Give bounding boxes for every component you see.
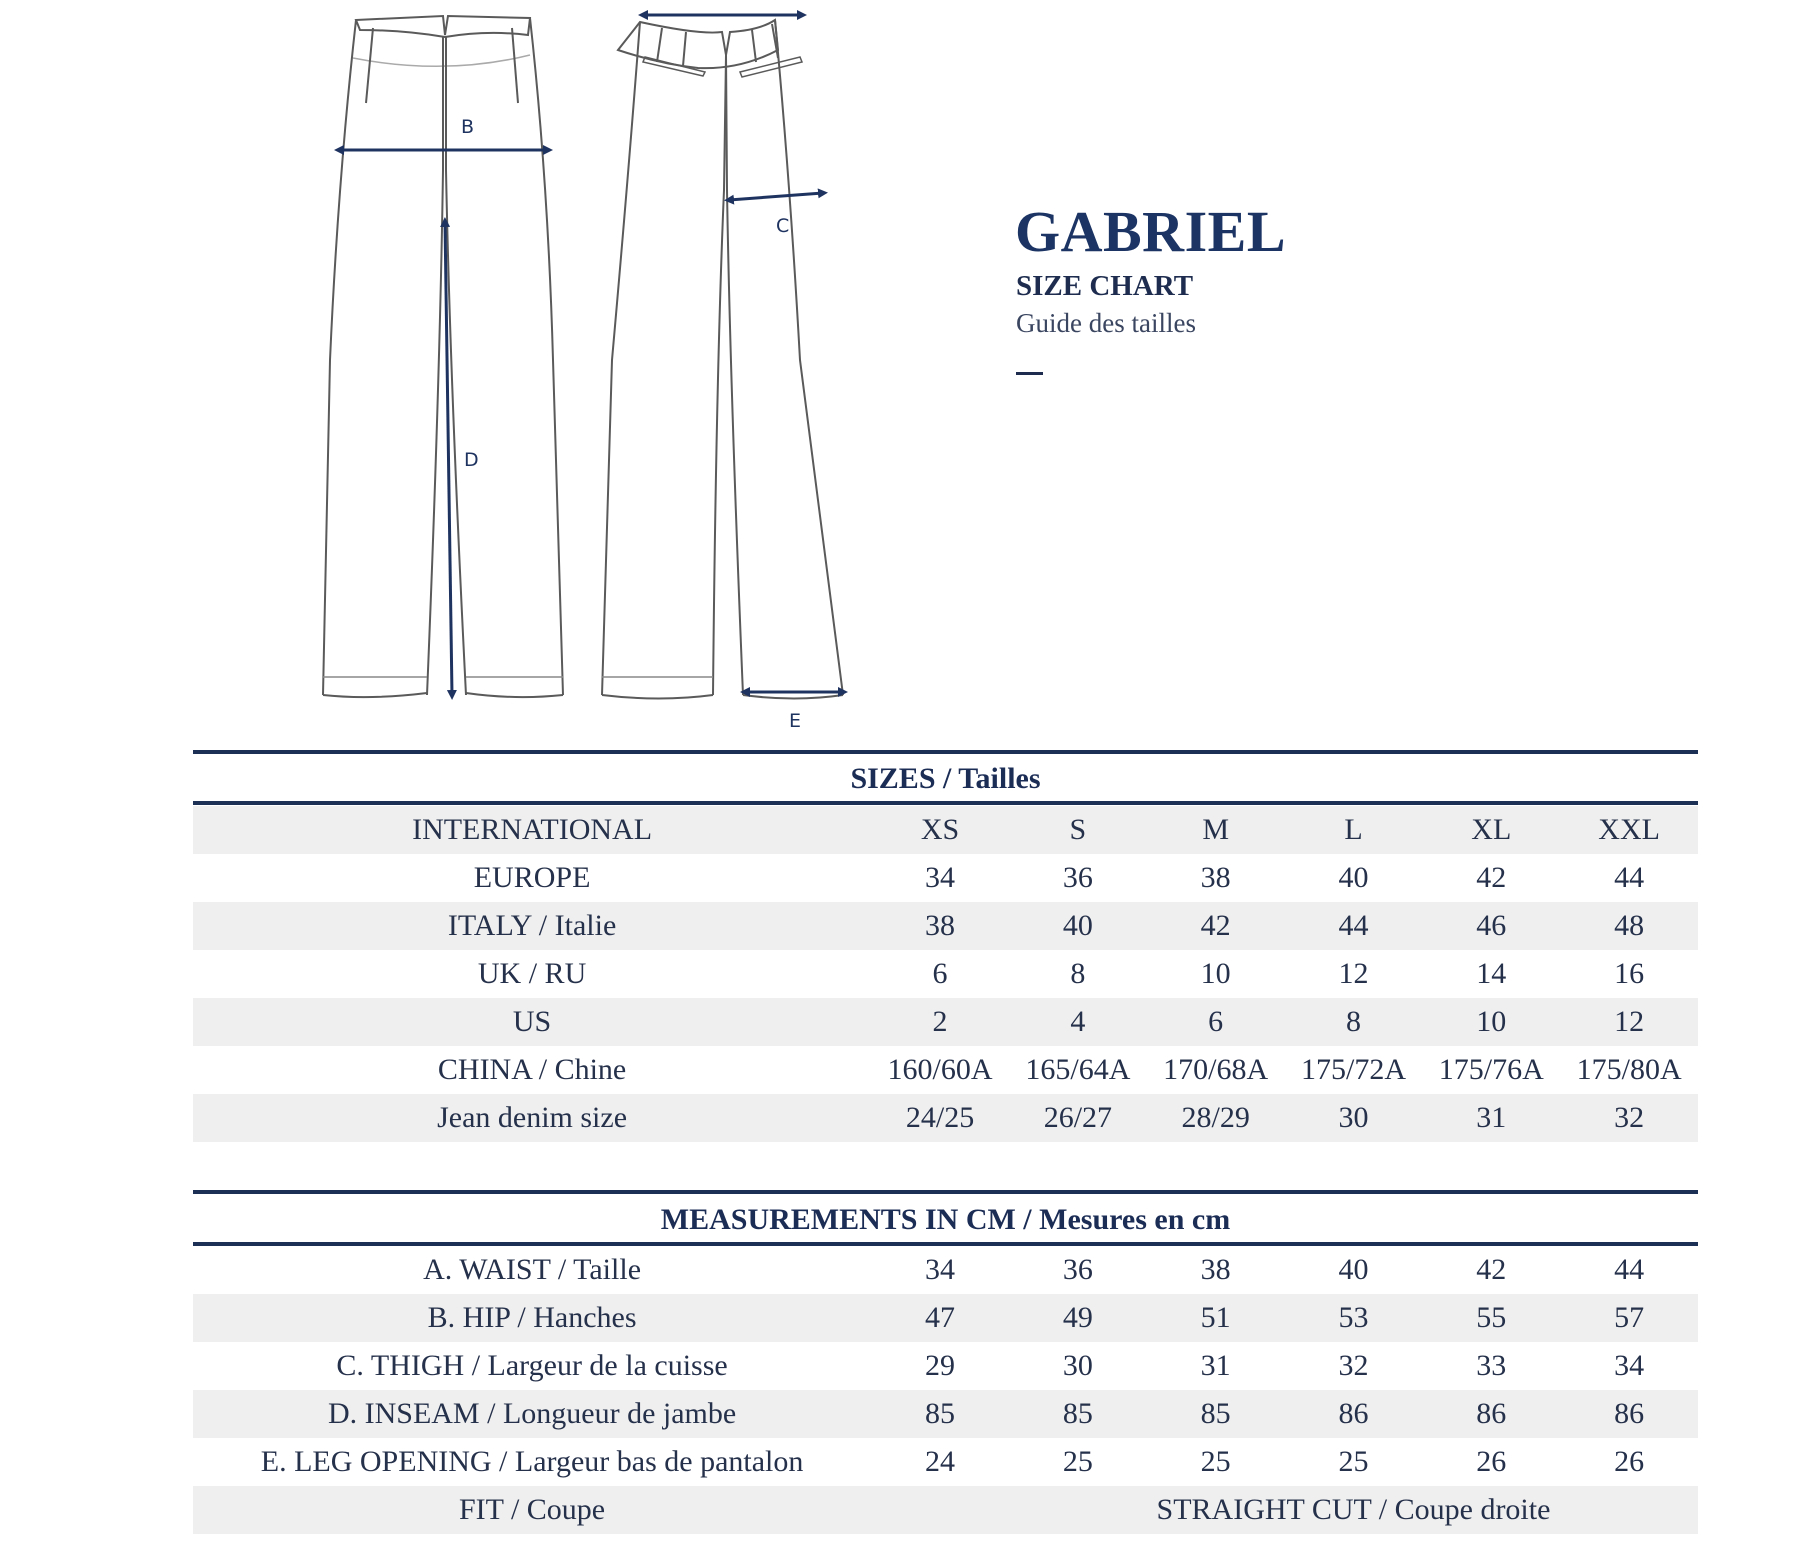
table-row: [193, 1438, 1698, 1486]
cell: 85: [1062, 1397, 1093, 1430]
cell: 49: [1062, 1301, 1093, 1334]
cell: 28/29: [1181, 1101, 1250, 1134]
cell: 44: [1614, 861, 1645, 894]
cell: 40: [1062, 909, 1093, 942]
cell: 175/76A: [1438, 1053, 1544, 1086]
cell: 10: [1200, 957, 1231, 990]
sizes-table-title: SIZES / Tailles: [850, 762, 1041, 795]
cell: 34: [925, 1253, 956, 1286]
row-label: EUROPE: [473, 861, 591, 894]
cell: 38: [1200, 861, 1231, 894]
row-label: UK / RU: [477, 957, 587, 990]
cell: 24/25: [905, 1101, 975, 1134]
table-top-rule: [193, 1190, 1698, 1194]
row-label: B. HIP / Hanches: [427, 1301, 637, 1334]
cell: 30: [1062, 1349, 1093, 1382]
cell: 31: [1476, 1101, 1507, 1134]
cell: 6: [1208, 1005, 1224, 1038]
cell: 86: [1476, 1397, 1507, 1430]
row-label: Jean denim size: [437, 1101, 628, 1134]
fit-value: STRAIGHT CUT / Coupe droite: [1156, 1493, 1551, 1526]
cell: 175/72A: [1300, 1053, 1406, 1086]
cell: 26: [1614, 1445, 1645, 1478]
cell: 34: [1614, 1349, 1645, 1382]
label-d: D: [464, 449, 479, 471]
title-dash-divider: [1016, 372, 1043, 375]
label-b: B: [461, 116, 475, 138]
cell: 36: [1062, 861, 1093, 894]
cell: 42: [1476, 861, 1507, 894]
cell: 25: [1062, 1445, 1093, 1478]
product-title: GABRIEL: [1015, 199, 1287, 264]
front-pants-outline: [323, 16, 563, 697]
header-l: L: [1344, 813, 1363, 846]
table-row: [193, 854, 1698, 902]
table-row: [193, 902, 1698, 950]
row-label: E. LEG OPENING / Largeur bas de pantalon: [260, 1445, 804, 1478]
cell: 31: [1200, 1349, 1231, 1382]
cell: 24: [925, 1445, 956, 1478]
cell: 86: [1614, 1397, 1645, 1430]
cell: 30: [1338, 1101, 1369, 1134]
row-label: ITALY / Italie: [447, 909, 617, 942]
cell: 40: [1338, 1253, 1369, 1286]
cell: 51: [1200, 1301, 1231, 1334]
size-chart-heading-fr: Guide des tailles: [1016, 308, 1196, 338]
measurements-table: [193, 1190, 1698, 1535]
cell: 34: [925, 861, 956, 894]
label-c: C: [776, 215, 790, 237]
table-header-rule: [193, 801, 1698, 805]
cell: 2: [932, 1005, 948, 1038]
row-label: A. WAIST / Taille: [423, 1253, 642, 1286]
fit-label: FIT / Coupe: [459, 1493, 606, 1526]
cell: 44: [1338, 909, 1369, 942]
header-m: M: [1202, 813, 1230, 846]
cell: 6: [932, 957, 948, 990]
cell: 36: [1062, 1253, 1093, 1286]
cell: 55: [1476, 1301, 1507, 1334]
cell: 48: [1614, 909, 1645, 942]
pants-technical-drawing: [0, 0, 900, 740]
cell: 85: [925, 1397, 956, 1430]
row-label: US: [512, 1005, 552, 1038]
cell: 26/27: [1043, 1101, 1113, 1134]
table-row: [193, 1094, 1698, 1142]
cell: 16: [1614, 957, 1645, 990]
cell: 57: [1614, 1301, 1645, 1334]
row-label: D. INSEAM / Longueur de jambe: [327, 1397, 737, 1430]
cell: 38: [925, 909, 956, 942]
cell: 25: [1200, 1445, 1231, 1478]
cell: 46: [1476, 909, 1507, 942]
table-row: [193, 1342, 1698, 1390]
cell: 42: [1200, 909, 1231, 942]
table-row: [193, 950, 1698, 998]
cell: 4: [1070, 1005, 1086, 1038]
cell: 12: [1614, 1005, 1645, 1038]
cell: 26: [1476, 1445, 1507, 1478]
table-row: [193, 1294, 1698, 1342]
cell: 8: [1345, 1005, 1361, 1038]
table-row: [193, 998, 1698, 1046]
cell: 44: [1614, 1253, 1645, 1286]
cell: 32: [1614, 1101, 1645, 1134]
cell: 12: [1338, 957, 1369, 990]
cell: 175/80A: [1576, 1053, 1682, 1086]
cell: 10: [1476, 1005, 1507, 1038]
cell: 33: [1476, 1349, 1507, 1382]
header-xs: XS: [920, 813, 960, 846]
back-pants-outline: [602, 20, 843, 699]
measurements-table-title: MEASUREMENTS IN CM / Mesures en cm: [660, 1203, 1231, 1236]
table-row: [193, 1246, 1698, 1294]
cell: 85: [1200, 1397, 1231, 1430]
table-top-rule: [193, 750, 1698, 754]
table-row: [193, 1390, 1698, 1438]
cell: 32: [1338, 1349, 1369, 1382]
table-header-row: [193, 806, 1698, 854]
cell: 42: [1476, 1253, 1507, 1286]
row-label: C. THIGH / Largeur de la cuisse: [336, 1349, 728, 1382]
cell: 14: [1476, 957, 1507, 990]
cell: 47: [925, 1301, 956, 1334]
measurement-arrows: [339, 15, 843, 695]
cell: 38: [1200, 1253, 1231, 1286]
header-label: INTERNATIONAL: [412, 813, 653, 846]
cell: 160/60A: [887, 1053, 993, 1086]
cell: 165/64A: [1025, 1053, 1131, 1086]
header-xxl: XXL: [1598, 813, 1660, 846]
cell: 25: [1338, 1445, 1369, 1478]
cell: 86: [1338, 1397, 1369, 1430]
cell: 40: [1338, 861, 1369, 894]
header-s: S: [1069, 813, 1087, 846]
cell: 8: [1070, 957, 1086, 990]
cell: 170/68A: [1163, 1053, 1269, 1086]
header-xl: XL: [1471, 813, 1512, 846]
fit-row: [193, 1486, 1698, 1534]
thigh-arrow: [729, 193, 823, 200]
label-e: E: [789, 710, 802, 732]
cell: 53: [1338, 1301, 1369, 1334]
table-row: [193, 1046, 1698, 1094]
row-label: CHINA / Chine: [437, 1053, 627, 1086]
sizes-table: [193, 750, 1698, 1145]
size-chart-heading: SIZE CHART: [1016, 270, 1194, 302]
cell: 29: [925, 1349, 956, 1382]
